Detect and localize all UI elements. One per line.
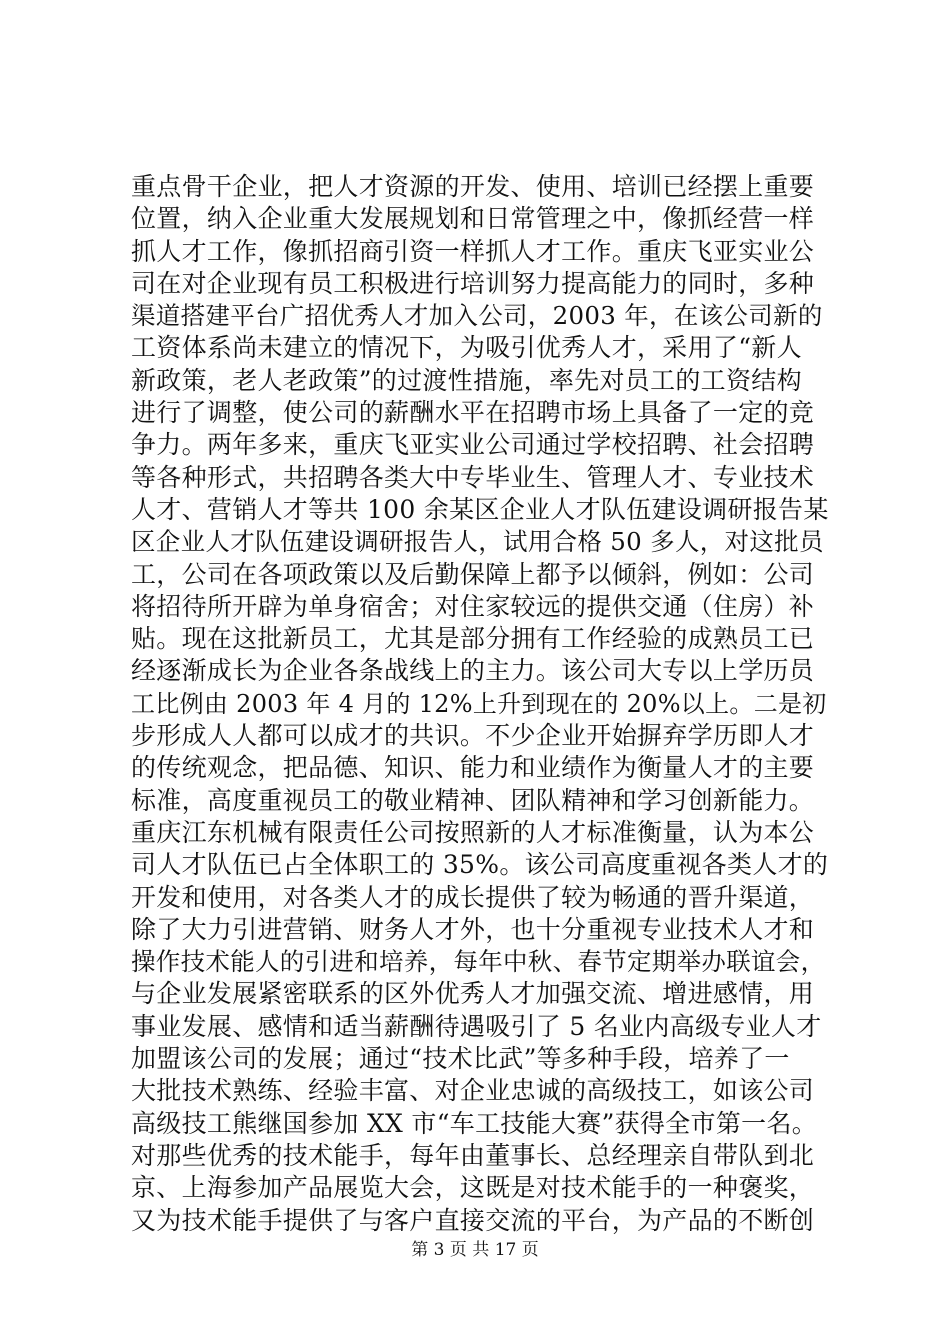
text-line: 又为技术能手提供了与客户直接交流的平台，为产品的不断创 (131, 1205, 815, 1235)
text-line: 经逐渐成长为企业各条战线上的主力。该公司大专以上学历员 (131, 656, 815, 686)
text-line: 开发和使用，对各类人才的成长提供了较为畅通的晋升渠道， (131, 882, 815, 912)
text-line: 进行了调整，使公司的薪酬水平在招聘市场上具备了一定的竞 (131, 398, 815, 428)
text-line: 司人才队伍已占全体职工的 35%。该公司高度重视各类人才的 (131, 850, 829, 880)
text-line: 高级技工熊继国参加 XX 市“车工技能大赛”获得全市第一名。 (131, 1108, 818, 1138)
text-line: 争力。两年多来，重庆飞亚实业公司通过学校招聘、社会招聘 (131, 430, 815, 460)
text-line: 步形成人人都可以成才的共识。不少企业开始摒弃学历即人才 (131, 721, 815, 751)
text-line: 抓人才工作，像抓招商引资一样抓人才工作。重庆飞亚实业公 (131, 236, 815, 266)
text-line: 位置，纳入企业重大发展规划和日常管理之中，像抓经营一样 (131, 204, 815, 234)
text-line: 贴。现在这批新员工，尤其是部分拥有工作经验的成熟员工已 (131, 624, 815, 654)
text-line: 除了大力引进营销、财务人才外，也十分重视专业技术人才和 (131, 914, 815, 944)
body-text (131, 171, 831, 1237)
text-line: 司在对企业现有员工积极进行培训努力提高能力的同时，多种 (131, 268, 815, 298)
text-line: 人才、营销人才等共 100 余某区企业人才队伍建设调研报告某 (131, 494, 829, 524)
page-footer: 第 3 页 共 17 页 (411, 1240, 539, 1260)
text-line: 重庆江东机械有限责任公司按照新的人才标准衡量，认为本公 (131, 817, 815, 847)
text-line: 区企业人才队伍建设调研报告人，试用合格 50 多人，对这批员 (131, 527, 824, 557)
text-line: 新政策，老人老政策”的过渡性措施，率先对员工的工资结构 (131, 365, 802, 395)
text-line: 工，公司在各项政策以及后勤保障上都予以倾斜，例如：公司 (131, 559, 815, 589)
text-line: 重点骨干企业，把人才资源的开发、使用、培训已经摆上重要 (131, 172, 815, 201)
text-line: 标准，高度重视员工的敬业精神、团队精神和学习创新能力。 (131, 785, 815, 815)
text-line: 渠道搭建平台广招优秀人才加入公司，2003 年，在该公司新的 (131, 301, 823, 331)
text-line: 对那些优秀的技术能手，每年由董事长、总经理亲自带队到北 (131, 1140, 815, 1170)
text-line: 工资体系尚未建立的情况下，为吸引优秀人才，采用了“新人 (131, 333, 802, 363)
text-line: 事业发展、感情和适当薪酬待遇吸引了 5 名业内高级专业人才 (131, 1011, 822, 1041)
text-line: 等各种形式，共招聘各类大中专毕业生、管理人才、专业技术 (131, 462, 815, 492)
text-line: 加盟该公司的发展；通过“技术比武”等多种手段，培养了一 (131, 1044, 790, 1074)
text-line: 与企业发展紧密联系的区外优秀人才加强交流、增进感情，用 (131, 979, 815, 1009)
text-line: 工比例由 2003 年 4 月的 12%上升到现在的 20%以上。二是初 (131, 689, 827, 718)
text-line: 操作技术能人的引进和培养，每年中秋、春节定期举办联谊会， (131, 947, 826, 977)
text-line: 将招待所开辟为单身宿舍；对住家较远的提供交通（住房）补 (131, 591, 815, 621)
text-line: 大批技术熟练、经验丰富、对企业忠诚的高级技工，如该公司 (131, 1076, 815, 1106)
text-line: 的传统观念，把品德、知识、能力和业绩作为衡量人才的主要 (131, 753, 815, 783)
text-line: 京、上海参加产品展览大会，这既是对技术能手的一种褒奖， (131, 1173, 815, 1203)
